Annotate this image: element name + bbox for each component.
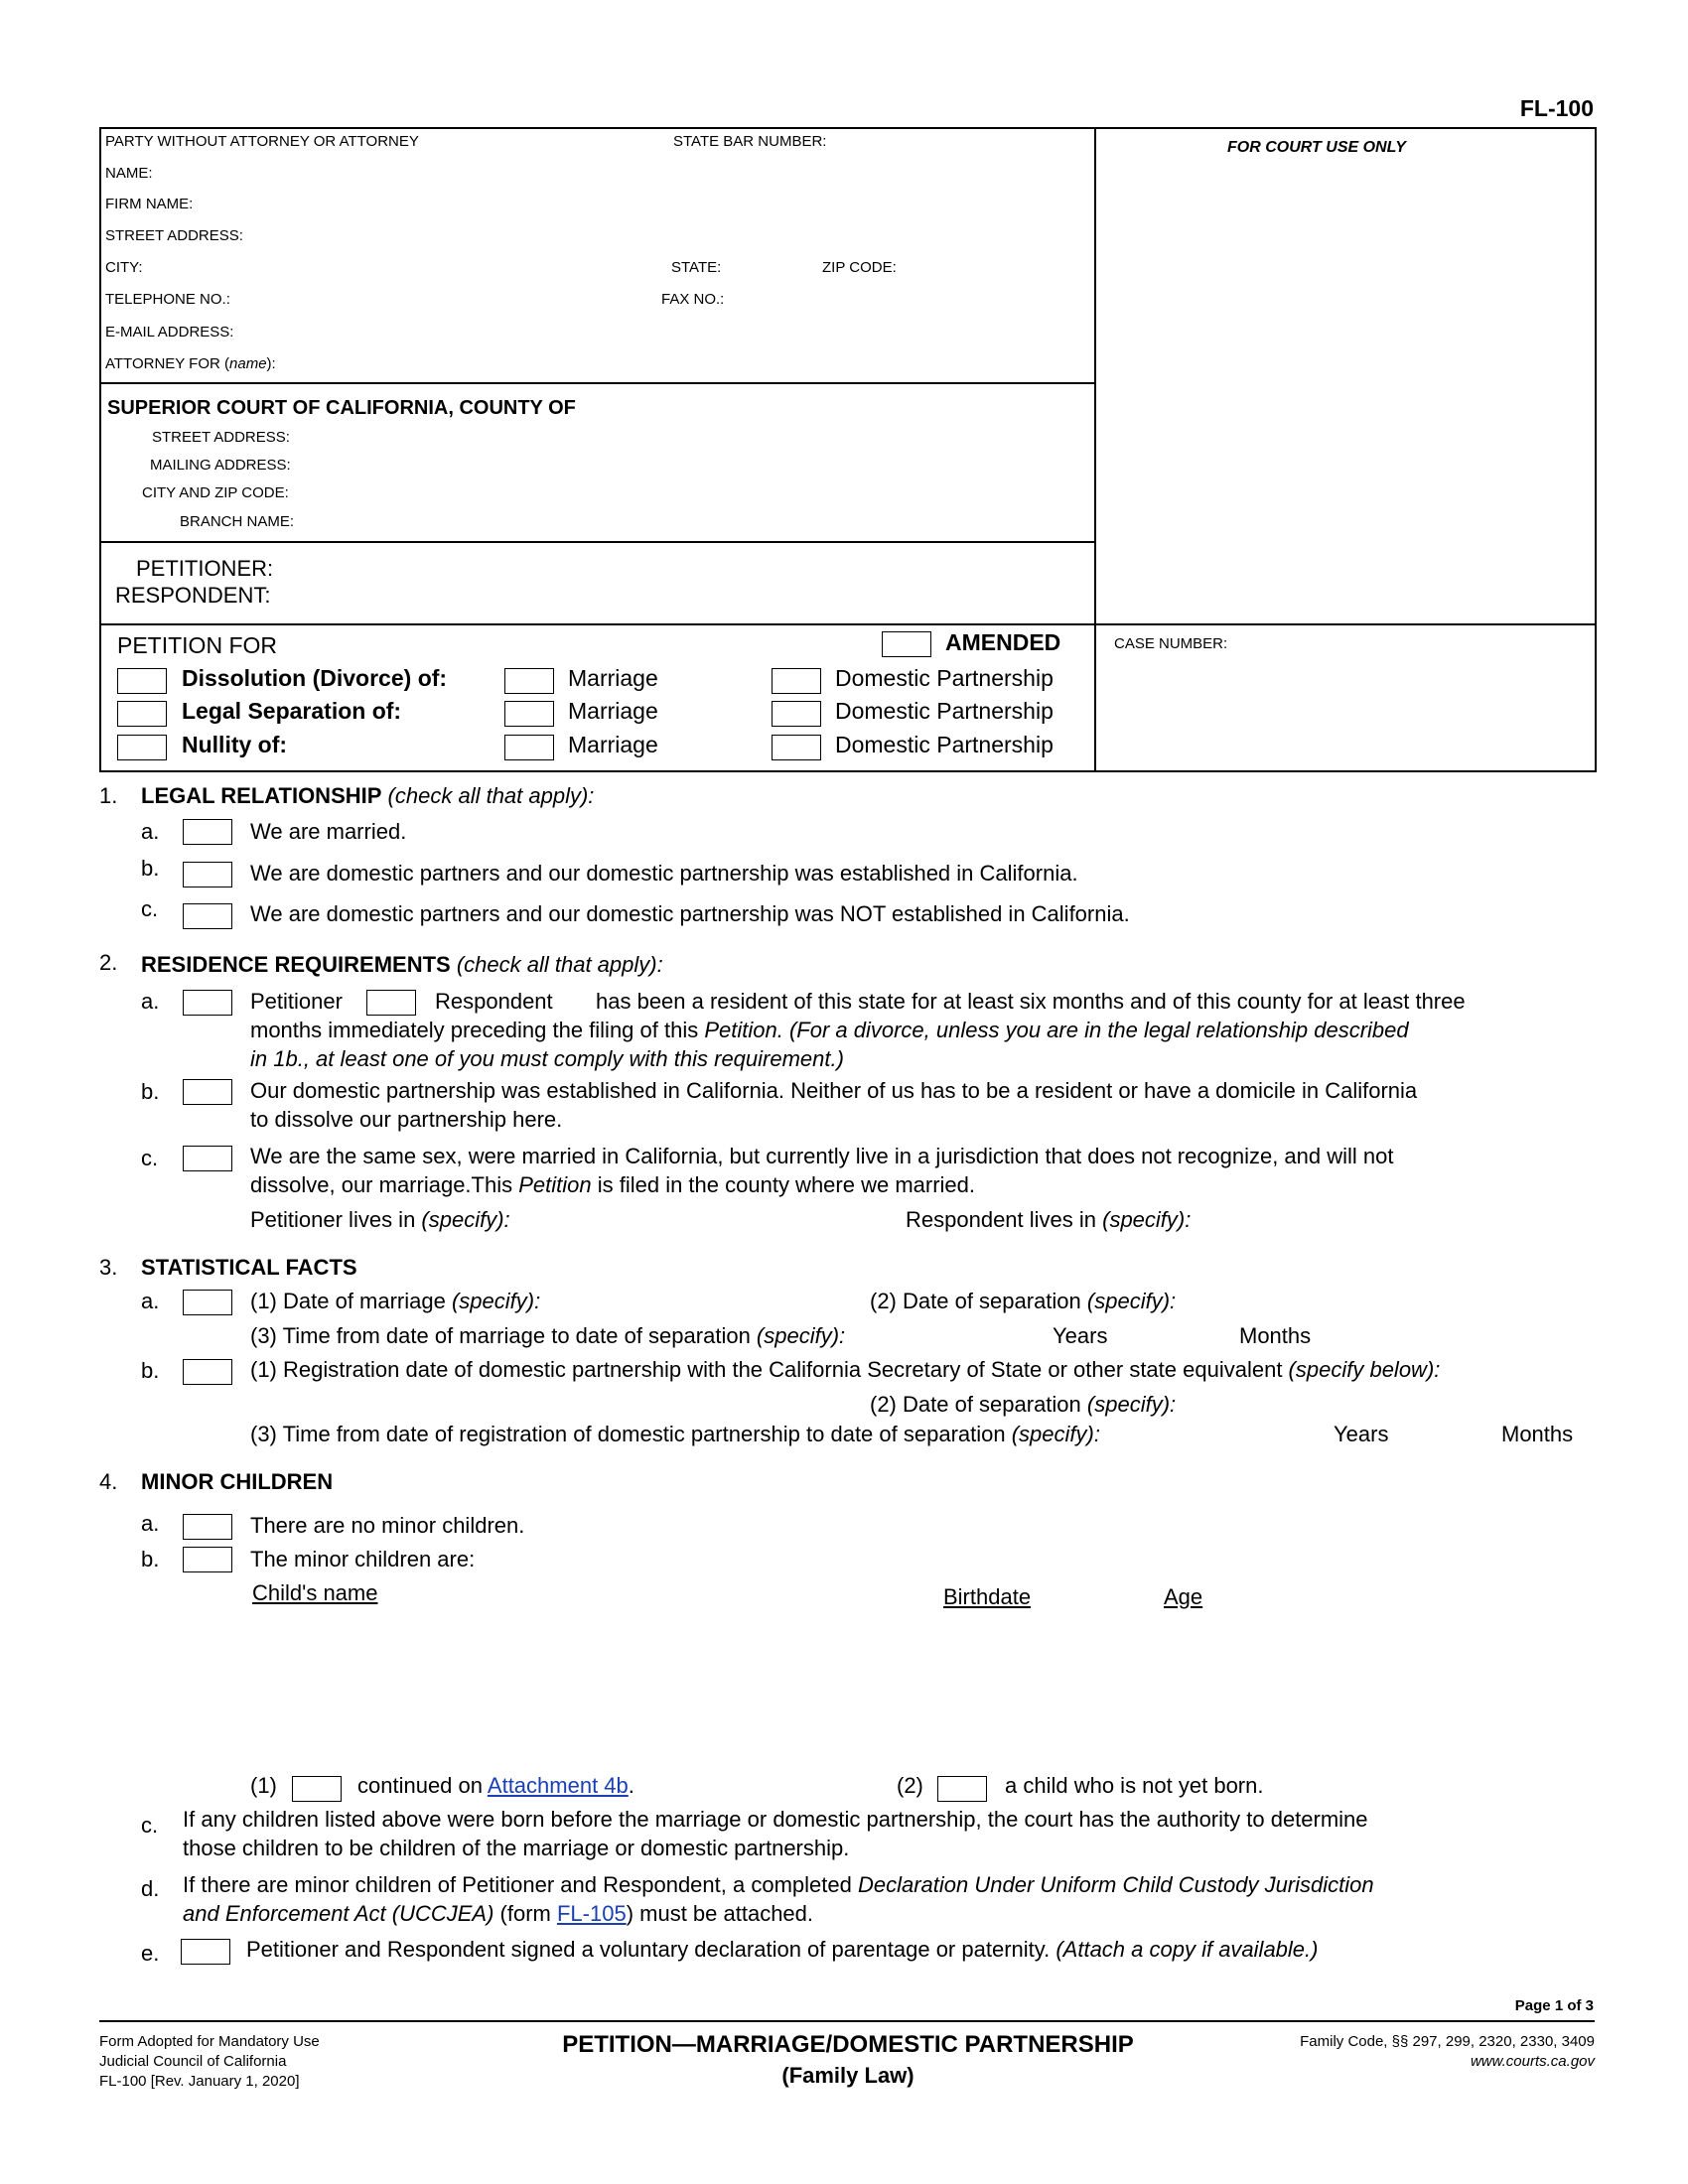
legal-separation-marriage-label: Marriage (568, 698, 658, 724)
registration-date-specify: (specify below): (1288, 1357, 1441, 1382)
s1c-letter: c. (141, 896, 159, 921)
s3a-letter: a. (141, 1289, 160, 1313)
registration-date[interactable] (250, 1357, 1440, 1383)
petitioner-lives-in[interactable] (250, 1207, 510, 1233)
unborn-text: a child who is not yet born. (1005, 1773, 1264, 1798)
respondent-lives-label: Respondent lives in (906, 1207, 1103, 1232)
marriage-duration-specify: (specify): (756, 1323, 846, 1348)
childs-name-header: Child's name (252, 1580, 378, 1605)
s4d-line1-start: If there are minor children of Petitioner and Respondent, a completed (183, 1872, 858, 1897)
footer-revision: FL-100 [Rev. January 1, 2020] (99, 2073, 300, 2090)
attorney-section-divider (99, 382, 1094, 384)
nullity-marriage-checkbox[interactable] (504, 735, 554, 760)
s2a-line3: in 1b., at least one of you must comply with this requirement.) (250, 1046, 844, 1071)
nullity-dp-label: Domestic Partnership (835, 732, 1054, 757)
marriage-months-label: Months (1239, 1323, 1312, 1348)
petitioner-lives-specify: (specify): (421, 1207, 510, 1232)
s1-title: LEGAL RELATIONSHIP (141, 783, 382, 808)
court-branch-label[interactable]: BRANCH NAME: (180, 513, 295, 530)
s2c-line2 (250, 1172, 975, 1198)
dissolution-marriage-checkbox[interactable] (504, 668, 554, 694)
s2b-line1: Our domestic partnership was established in California. Neither of us has to be a resident or have a domicile in California (250, 1078, 1418, 1103)
s2c-line1: We are the same sex, were married in California, but currently live in a jurisdiction that does not recognize, and will not (250, 1144, 1394, 1168)
legal-separation-checkbox[interactable] (117, 701, 167, 727)
s4e-statement: Petitioner and Respondent signed a voluntary declaration of parentage or paternity. (246, 1937, 1056, 1962)
footer-statutes: Family Code, §§ 297, 299, 2320, 2330, 3409 (1300, 2033, 1595, 2050)
s1-number: 1. (99, 783, 118, 808)
page-number: Page 1 of 3 (1514, 1997, 1594, 2014)
footer-website[interactable]: www.courts.ca.gov (1470, 2053, 1595, 2070)
marriage-duration-label: (3) Time from date of marriage to date of separation (250, 1323, 757, 1348)
dissolution-dp-label: Domestic Partnership (835, 665, 1054, 691)
attorney-for-text: ATTORNEY FOR ( (105, 355, 230, 372)
s2a-respondent-label: Respondent (435, 989, 553, 1014)
s3-number: 3. (99, 1255, 118, 1280)
s4b-checkbox[interactable] (183, 1547, 232, 1572)
respondent-lives-in[interactable] (906, 1207, 1191, 1233)
city-label[interactable]: CITY: (105, 259, 143, 276)
partnership-duration-specify: (specify): (1011, 1422, 1100, 1446)
s4e-checkbox[interactable] (181, 1939, 230, 1965)
unborn-number: (2) (897, 1773, 923, 1798)
s4b-letter: b. (141, 1547, 160, 1571)
court-city-zip-label[interactable]: CITY AND ZIP CODE: (142, 484, 289, 501)
s2a-line2-note: . (For a divorce, unless you are in the legal relationship described (776, 1018, 1409, 1042)
attorney-for-name-hint: name (229, 355, 267, 372)
s4d-line2-end: ) must be attached. (626, 1901, 814, 1926)
s2a-line1: has been a resident of this state for at least six months and of this county for at least three (596, 989, 1466, 1014)
s2a-petitioner-label: Petitioner (250, 989, 343, 1014)
s1a-letter: a. (141, 819, 160, 844)
uccjea-title-part1: Declaration Under Uniform Child Custody Jurisdiction (857, 1872, 1374, 1897)
court-section-divider (99, 541, 1094, 543)
legal-separation-marriage-checkbox[interactable] (504, 701, 554, 727)
s2a-letter: a. (141, 989, 160, 1014)
fax-label[interactable]: FAX NO.: (661, 291, 725, 308)
footer-title: PETITION—MARRIAGE/DOMESTIC PARTNERSHIP (562, 2031, 1134, 2058)
s2-note: (check all that apply): (456, 952, 663, 977)
s1-note: (check all that apply): (387, 783, 595, 808)
respondent-label[interactable]: RESPONDENT: (115, 583, 271, 608)
s1b-checkbox[interactable] (183, 862, 232, 887)
petitioner-lives-label: Petitioner lives in (250, 1207, 422, 1232)
s2c-line2-end: is filed in the county where we married. (591, 1172, 976, 1197)
parties-section-divider (99, 623, 1595, 625)
name-label[interactable]: NAME: (105, 165, 153, 182)
s2c-petition-word: Petition (518, 1172, 592, 1197)
zip-code-label[interactable]: ZIP CODE: (822, 259, 897, 276)
s1c-text: We are domestic partners and our domestic partnership was NOT established in California. (250, 901, 1130, 926)
fl-105-link[interactable]: FL-105 (556, 1901, 627, 1926)
age-header: Age (1164, 1584, 1203, 1609)
footer-rule (99, 2020, 1595, 2022)
s2b-letter: b. (141, 1079, 160, 1104)
s1a-checkbox[interactable] (183, 819, 232, 845)
email-label[interactable]: E-MAIL ADDRESS: (105, 324, 234, 341)
s2c-line2-start: dissolve, our marriage.This (250, 1172, 519, 1197)
telephone-label[interactable]: TELEPHONE NO.: (105, 291, 230, 308)
s2-title: RESIDENCE REQUIREMENTS (141, 952, 451, 977)
dissolution-dp-checkbox[interactable] (772, 668, 821, 694)
s2a-respondent-checkbox[interactable] (366, 990, 416, 1016)
petitioner-label[interactable]: PETITIONER: (136, 556, 274, 581)
amended-label: AMENDED (945, 629, 1061, 655)
s4a-checkbox[interactable] (183, 1514, 232, 1540)
date-of-separation-b-label: (2) Date of separation (870, 1392, 1087, 1417)
attachment-4b-link[interactable]: Attachment 4b (487, 1773, 629, 1798)
s1c-checkbox[interactable] (183, 903, 232, 929)
dissolution-label: Dissolution (Divorce) of: (182, 665, 448, 691)
date-of-marriage[interactable] (250, 1289, 540, 1314)
birthdate-header: Birthdate (943, 1584, 1032, 1609)
s2a-line2 (250, 1018, 1409, 1043)
continued-period: . (628, 1773, 634, 1798)
legal-separation-label: Legal Separation of: (182, 698, 402, 724)
s2c-checkbox[interactable] (183, 1146, 232, 1171)
date-of-separation-a[interactable] (870, 1289, 1176, 1314)
s4e-text (246, 1937, 1318, 1963)
uccjea-title-part2: and Enforcement Act (UCCJEA) (183, 1901, 494, 1926)
continued-checkbox[interactable] (292, 1776, 342, 1802)
s3b-letter: b. (141, 1358, 160, 1383)
attorney-for-label[interactable] (105, 355, 276, 372)
footer-council: Judicial Council of California (99, 2053, 287, 2070)
s3-title: STATISTICAL FACTS (141, 1255, 357, 1280)
s3a-checkbox[interactable] (183, 1290, 232, 1315)
s4e-letter: e. (141, 1941, 160, 1966)
attorney-for-end: ): (266, 355, 276, 372)
nullity-checkbox[interactable] (117, 735, 167, 760)
date-of-marriage-specify: (specify): (451, 1289, 541, 1313)
amended-checkbox[interactable] (882, 631, 931, 657)
partnership-months-label: Months (1501, 1422, 1574, 1446)
firm-name-label[interactable]: FIRM NAME: (105, 196, 194, 212)
s2a-petitioner-checkbox[interactable] (183, 990, 232, 1016)
footer-subtitle: (Family Law) (781, 2063, 914, 2088)
petition-for-title: PETITION FOR (117, 632, 277, 658)
s2b-checkbox[interactable] (183, 1079, 232, 1105)
s2b-line2: to dissolve our partnership here. (250, 1107, 563, 1132)
state-label[interactable]: STATE: (671, 259, 722, 276)
court-title: SUPERIOR COURT OF CALIFORNIA, COUNTY OF (107, 397, 576, 419)
s1-heading (141, 783, 594, 809)
s4c-letter: c. (141, 1813, 159, 1838)
s4-title: MINOR CHILDREN (141, 1469, 334, 1494)
partnership-duration-label: (3) Time from date of registration of domestic partnership to date of separation (250, 1422, 1012, 1446)
marriage-duration[interactable] (250, 1323, 845, 1349)
s1b-letter: b. (141, 856, 160, 881)
s1a-text: We are married. (250, 819, 407, 844)
respondent-lives-specify: (specify): (1102, 1207, 1192, 1232)
date-of-separation-a-specify: (specify): (1086, 1289, 1177, 1313)
s2c-letter: c. (141, 1146, 159, 1170)
dissolution-checkbox[interactable] (117, 668, 167, 694)
form-number: FL-100 (1519, 95, 1594, 121)
s2-number: 2. (99, 950, 118, 975)
nullity-label: Nullity of: (182, 732, 288, 757)
dissolution-marriage-label: Marriage (568, 665, 658, 691)
date-of-separation-a-label: (2) Date of separation (870, 1289, 1087, 1313)
footer-adopted: Form Adopted for Mandatory Use (99, 2033, 320, 2050)
s4d-form-text: (form (493, 1901, 557, 1926)
s4d-letter: d. (141, 1876, 160, 1901)
partnership-duration[interactable] (250, 1422, 1100, 1447)
court-mailing-label[interactable]: MAILING ADDRESS: (150, 457, 291, 474)
unborn-checkbox[interactable] (937, 1776, 987, 1802)
legal-separation-dp-label: Domestic Partnership (835, 698, 1054, 724)
date-of-separation-b[interactable] (870, 1392, 1176, 1418)
s4c-line1: If any children listed above were born before the marriage or domestic partnership, the court has the authority to determine (183, 1807, 1368, 1832)
legal-separation-dp-checkbox[interactable] (772, 701, 821, 727)
court-use-divider (1094, 127, 1096, 770)
registration-date-label: (1) Registration date of domestic partnership with the California Secretary of State or other state equivalent (250, 1357, 1289, 1382)
continued-label: continued on (357, 1773, 488, 1798)
s4d-line2 (183, 1901, 813, 1927)
continued-number: (1) (250, 1773, 277, 1798)
s4b-text: The minor children are: (250, 1547, 476, 1571)
court-use-only-label: FOR COURT USE ONLY (1227, 139, 1406, 156)
nullity-dp-checkbox[interactable] (772, 735, 821, 760)
date-of-separation-b-specify: (specify): (1086, 1392, 1177, 1417)
nullity-marriage-label: Marriage (568, 732, 658, 757)
court-street-label[interactable]: STREET ADDRESS: (152, 429, 290, 446)
continued-text (357, 1773, 634, 1799)
date-of-marriage-label: (1) Date of marriage (250, 1289, 452, 1313)
s4d-line1 (183, 1872, 1374, 1898)
case-number-label[interactable]: CASE NUMBER: (1114, 635, 1228, 652)
s4-number: 4. (99, 1469, 118, 1494)
s1b-text: We are domestic partners and our domestic partnership was established in California. (250, 861, 1078, 886)
s4c-line2: those children to be children of the marriage or domestic partnership. (183, 1836, 850, 1860)
s2a-petition-word: Petition (704, 1018, 777, 1042)
s4e-note: (Attach a copy if available.) (1055, 1937, 1319, 1962)
partnership-years-label: Years (1334, 1422, 1389, 1446)
s4a-letter: a. (141, 1511, 160, 1536)
party-label: PARTY WITHOUT ATTORNEY OR ATTORNEY (105, 133, 419, 150)
s2-heading (141, 952, 663, 978)
s2a-line2-start: months immediately preceding the filing of this (250, 1018, 705, 1042)
street-address-label[interactable]: STREET ADDRESS: (105, 227, 243, 244)
s4a-text: There are no minor children. (250, 1513, 525, 1538)
s3b-checkbox[interactable] (183, 1359, 232, 1385)
state-bar-label: STATE BAR NUMBER: (673, 133, 827, 150)
marriage-years-label: Years (1053, 1323, 1108, 1348)
